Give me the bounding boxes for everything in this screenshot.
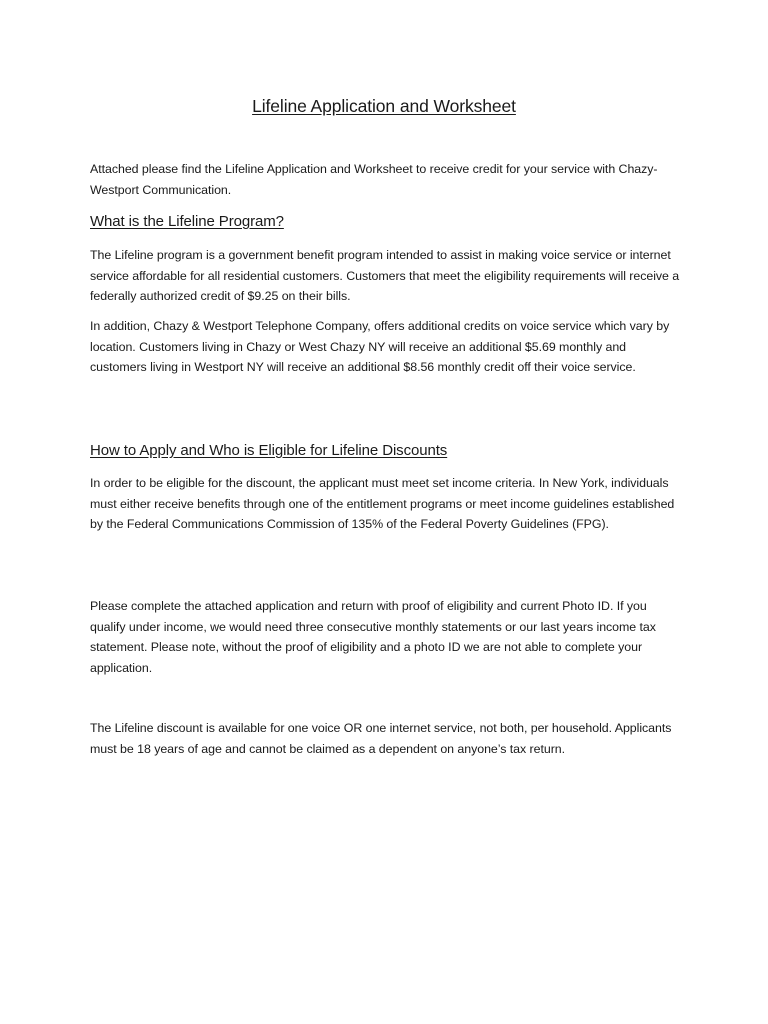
section-heading-lifeline-program: What is the Lifeline Program?: [90, 213, 284, 230]
additional-credits-paragraph: In addition, Chazy & Westport Telephone Company, offers additional credits on voice service which vary by location. Customers living in Chazy or West Chazy NY will receive an additional $5.69 monthly and customers living in Westport NY will receive an additional $8.56 monthly credit off their voice service.: [90, 319, 670, 374]
eligibility-paragraph: In order to be eligible for the discount, the applicant must meet set income criteria. In New York, individuals must either receive benefits through one of the entitlement programs or meet income guidelines established by the Federal Communications Commission of 135% of the Federal Poverty Guidelines (FPG).: [90, 476, 675, 531]
section-heading-how-to-apply: How to Apply and Who is Eligible for Lifeline Discounts: [90, 442, 448, 459]
lifeline-program-paragraph: The Lifeline program is a government benefit program intended to assist in making voice service or internet service affordable for all residential customers. Customers that meet the eligibility requirements will receive a federally authorized credit of $9.25 on their bills.: [90, 248, 680, 303]
application-instructions-paragraph: Please complete the attached application and return with proof of eligibility and current Photo ID. If you qualify under income, we would need three consecutive monthly statements or our last years income tax statement. Please note, without the proof of eligibility and a photo ID we are not able to complete your application.: [90, 599, 656, 675]
discount-limits-paragraph: The Lifeline discount is available for one voice OR one internet service, not both, per household. Applicants must be 18 years of age and cannot be claimed as a dependent on anyone’s tax return.: [90, 721, 672, 756]
document-title: Lifeline Application and Worksheet: [252, 96, 516, 116]
intro-paragraph: Attached please find the Lifeline Application and Worksheet to receive credit for your service with Chazy-Westport Communication.: [90, 162, 658, 197]
